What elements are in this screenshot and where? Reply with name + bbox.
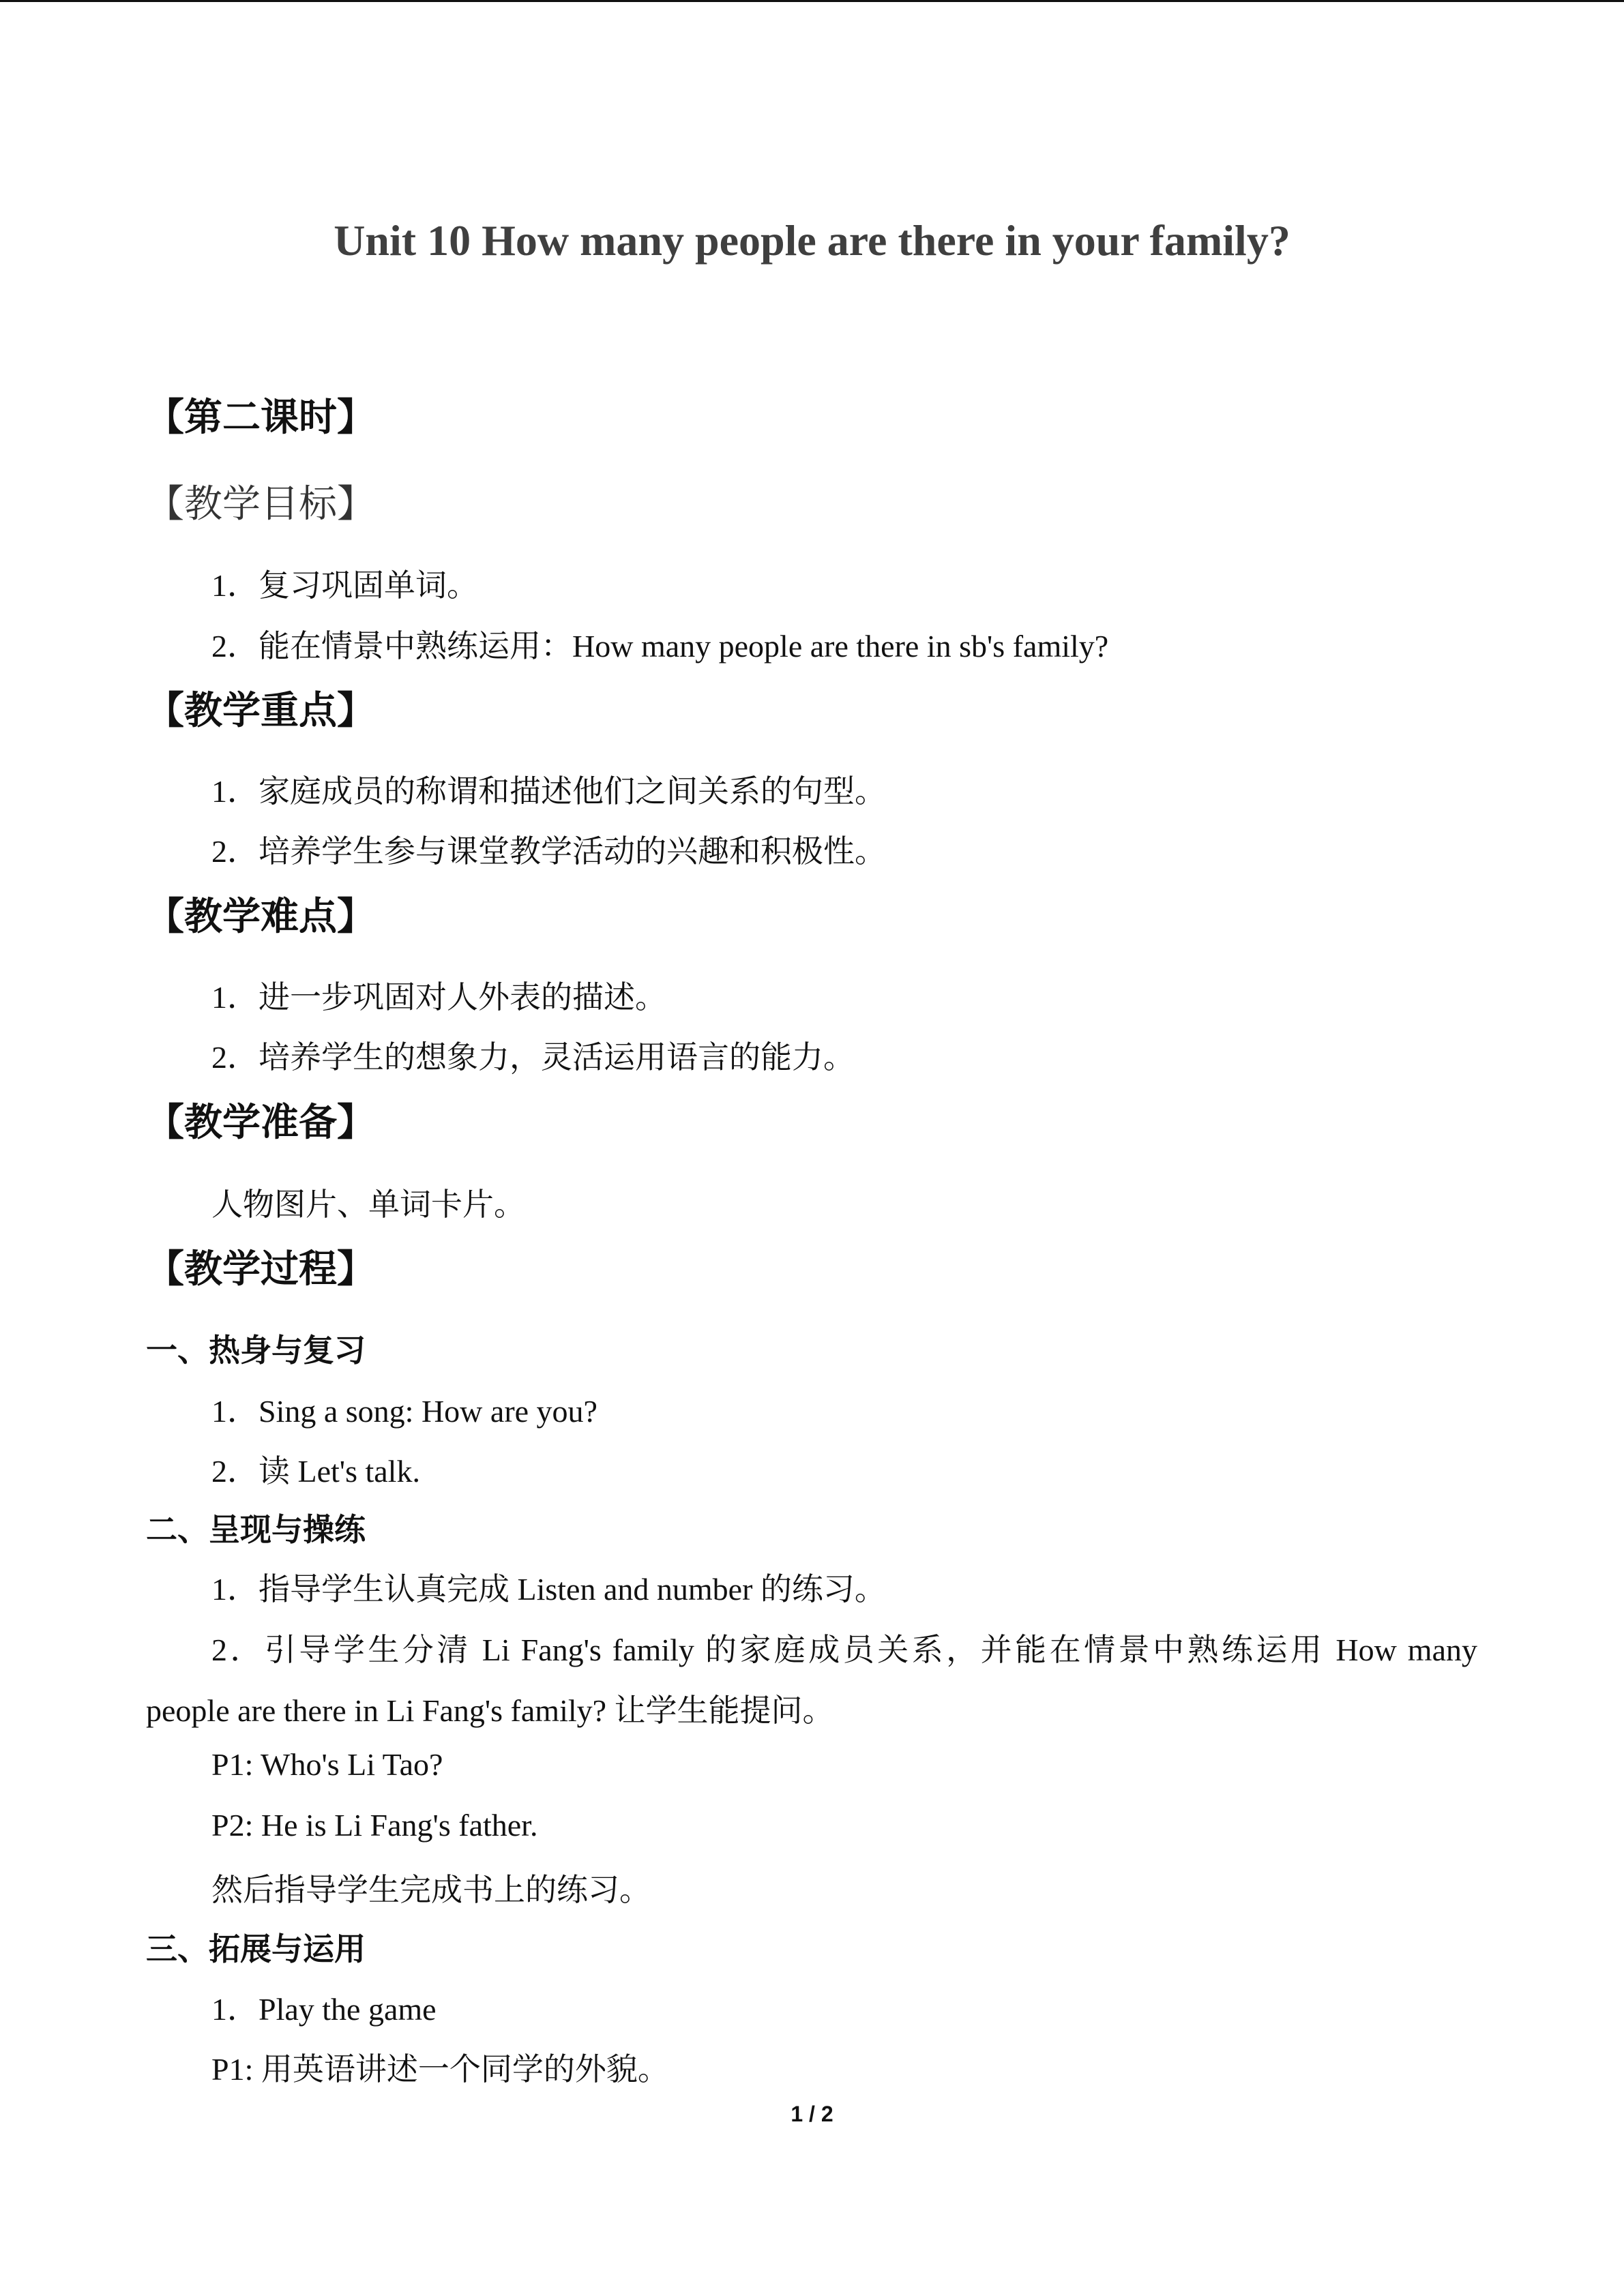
section1-item: 1．Sing a song: How are you? bbox=[211, 1394, 597, 1429]
objective-item: 1．复习巩固单词。 bbox=[211, 568, 478, 603]
section2-item-line: people are there in Li Fang's family? 让学生能提问。 bbox=[146, 1693, 834, 1728]
document-title: Unit 10 How many people are there in your family? bbox=[334, 216, 1290, 265]
dialog-line: P2: He is Li Fang's father. bbox=[211, 1808, 538, 1843]
preparation-heading: 【教学准备】 bbox=[146, 1101, 375, 1145]
section2-item-line: 2．引导学生分清 Li Fang's family 的家庭成员关系，并能在情景中熟练运用 How many bbox=[211, 1632, 1477, 1667]
lesson-period-heading: 【第二课时】 bbox=[146, 396, 375, 440]
key-point-item: 2．培养学生参与课堂教学活动的兴趣和积极性。 bbox=[211, 834, 886, 869]
section-title: 三、拓展与运用 bbox=[146, 1930, 366, 1967]
objectives-heading: 【教学目标】 bbox=[146, 482, 375, 526]
section2-item: 1．指导学生认真完成 Listen and number 的练习。 bbox=[211, 1572, 886, 1607]
key-point-item: 1．家庭成员的称谓和描述他们之间关系的句型。 bbox=[211, 774, 886, 809]
section3-item: 1．Play the game bbox=[211, 1992, 437, 2027]
page-number: 1 / 2 bbox=[791, 2102, 833, 2126]
objective-item: 2．能在情景中熟练运用：How many people are there in sb's family? bbox=[211, 629, 1109, 664]
page-top-border bbox=[0, 0, 1624, 2]
process-heading: 【教学过程】 bbox=[146, 1247, 375, 1292]
preparation-text: 人物图片、单词卡片。 bbox=[211, 1187, 525, 1222]
section1-item: 2．读 Let's talk. bbox=[211, 1454, 420, 1489]
dialog-line: P1: Who's Li Tao? bbox=[211, 1747, 443, 1782]
section-title: 一、热身与复习 bbox=[146, 1332, 366, 1369]
difficulties-heading: 【教学难点】 bbox=[146, 895, 375, 939]
section3-item: P1: 用英语讲述一个同学的外貌。 bbox=[211, 2052, 669, 2087]
section-title: 二、呈现与操练 bbox=[146, 1511, 366, 1548]
key-points-heading: 【教学重点】 bbox=[146, 689, 375, 733]
difficulty-item: 2．培养学生的想象力，灵活运用语言的能力。 bbox=[211, 1040, 855, 1075]
section2-followup: 然后指导学生完成书上的练习。 bbox=[211, 1873, 651, 1907]
difficulty-item: 1．进一步巩固对人外表的描述。 bbox=[211, 980, 666, 1015]
